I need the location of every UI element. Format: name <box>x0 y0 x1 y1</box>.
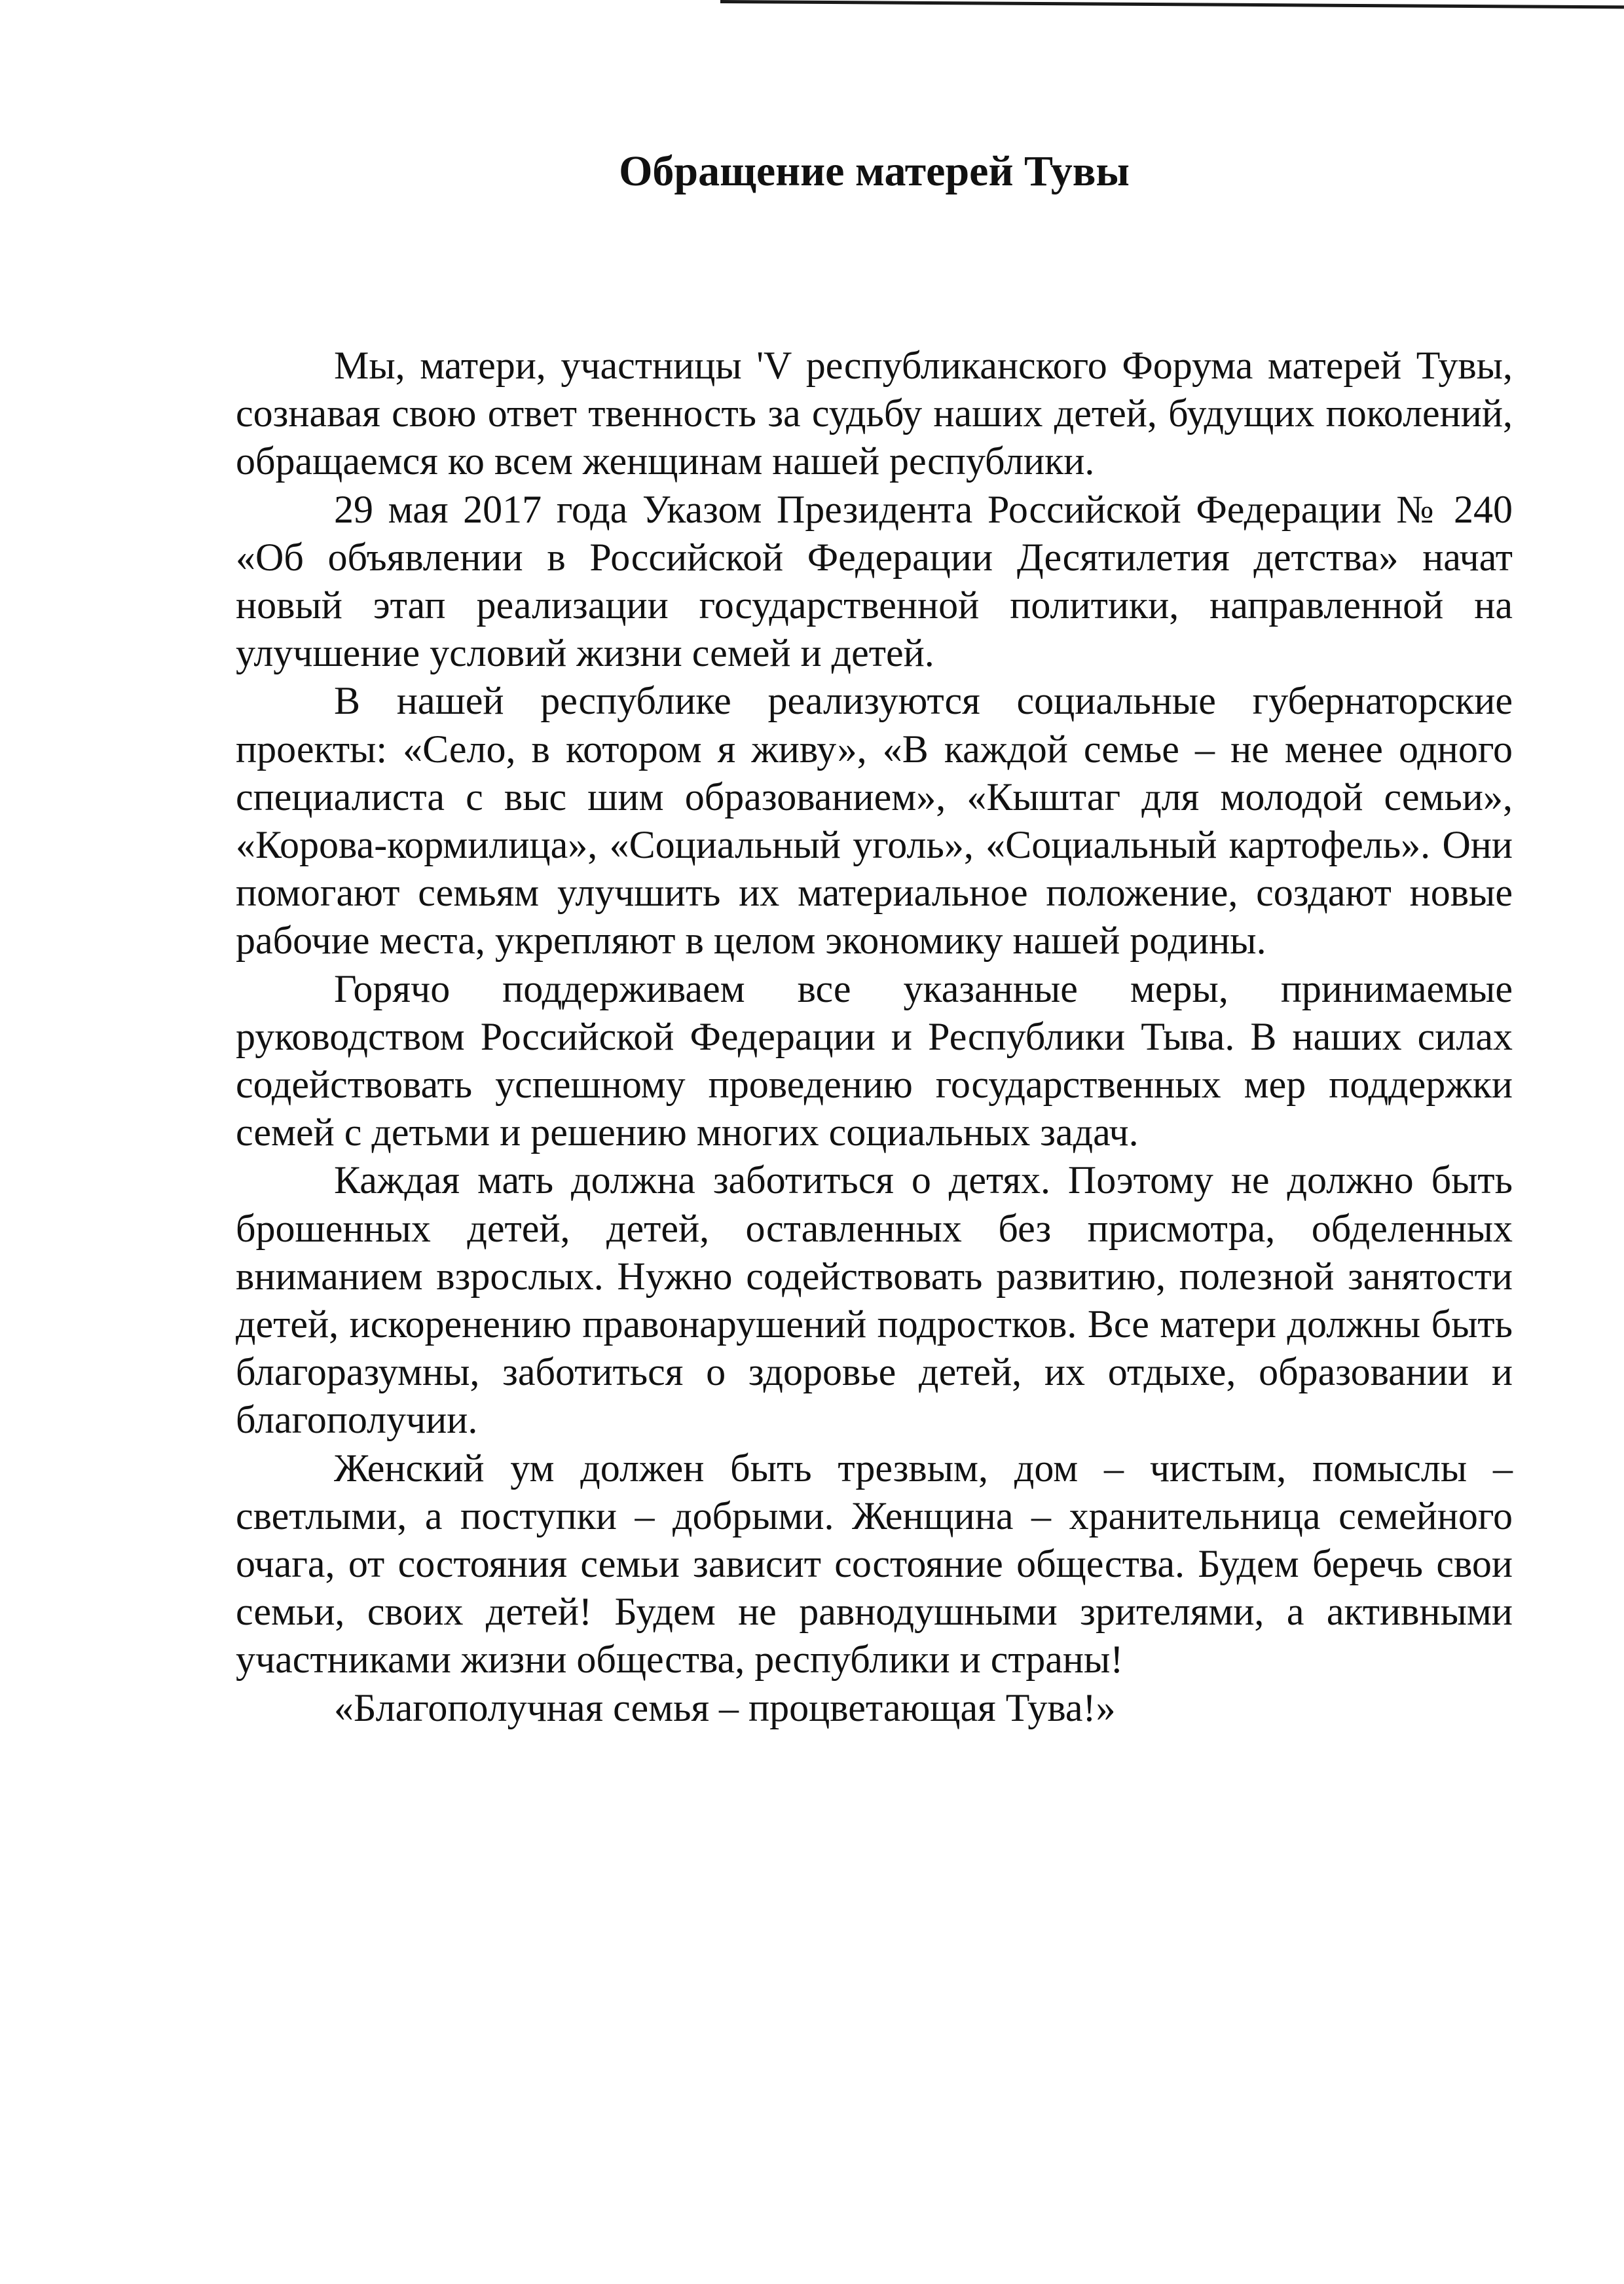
document-title: Обращение матерей Тувы <box>619 147 1130 195</box>
document-body <box>236 342 1513 1732</box>
paragraph-support: Горячо поддерживаем все указанные меры, принимаемые руководством Российской Федерации и Республики Тыва. В наших силах содействовать успешному проведению государственных мер поддержки семей с детьми и решению многих социальных задач. <box>236 967 1513 1154</box>
paragraph-intro: Мы, матери, участницы 'V республиканского Форума матерей Тувы, сознавая свою ответ твенность за судьбу наших детей, будущих поколений, обращаемся ко всем женщинам нашей республики. <box>236 344 1513 483</box>
closing-slogan: «Благополучная семья – процветающая Тува!» <box>334 1685 1116 1729</box>
paragraph-projects: В нашей республике реализуются социальные губернаторские проекты: «Село, в котором я живу», «В каждой семье – не менее одного специалиста с выс шим образованием», «Кыштаг для молодой семьи», «Корова-кормилица», «Социальный уголь», «Социальный картофель». Они помогают семьям улучшить их материальное положение, создают новые рабочие места, укрепляют в целом экономику нашей родины. <box>236 679 1513 963</box>
paragraph-decree: 29 мая 2017 года Указом Президента Российской Федерации № 240 «Об объявлении в Российской Федерации Десятилетия детства» начат новый этап реализации государственной политики, направленной на улучшение условий жизни семей и детей. <box>236 487 1513 675</box>
paragraph-women: Женский ум должен быть трезвым, дом – чистым, помыслы – светлыми, а поступки – добрыми. Женщина – хранительница семейного очага, от состояния семьи зависит состояние общества. Будем беречь свои семьи, своих детей! Будем не равнодушными зрителями, а активными участниками жизни общества, республики и страны! <box>236 1446 1513 1682</box>
scan-edge-line <box>720 0 1624 18</box>
paragraph-children: Каждая мать должна заботиться о детях. Поэтому не должно быть брошенных детей, детей, оставленных без присмотра, обделенных вниманием взрослых. Нужно содействовать развитию, полезной занятости детей, искоренению правонарушений подростков. Все матери должны быть благоразумны, заботиться о здоровье детей, их отдыхе, образовании и благополучии. <box>236 1158 1513 1442</box>
